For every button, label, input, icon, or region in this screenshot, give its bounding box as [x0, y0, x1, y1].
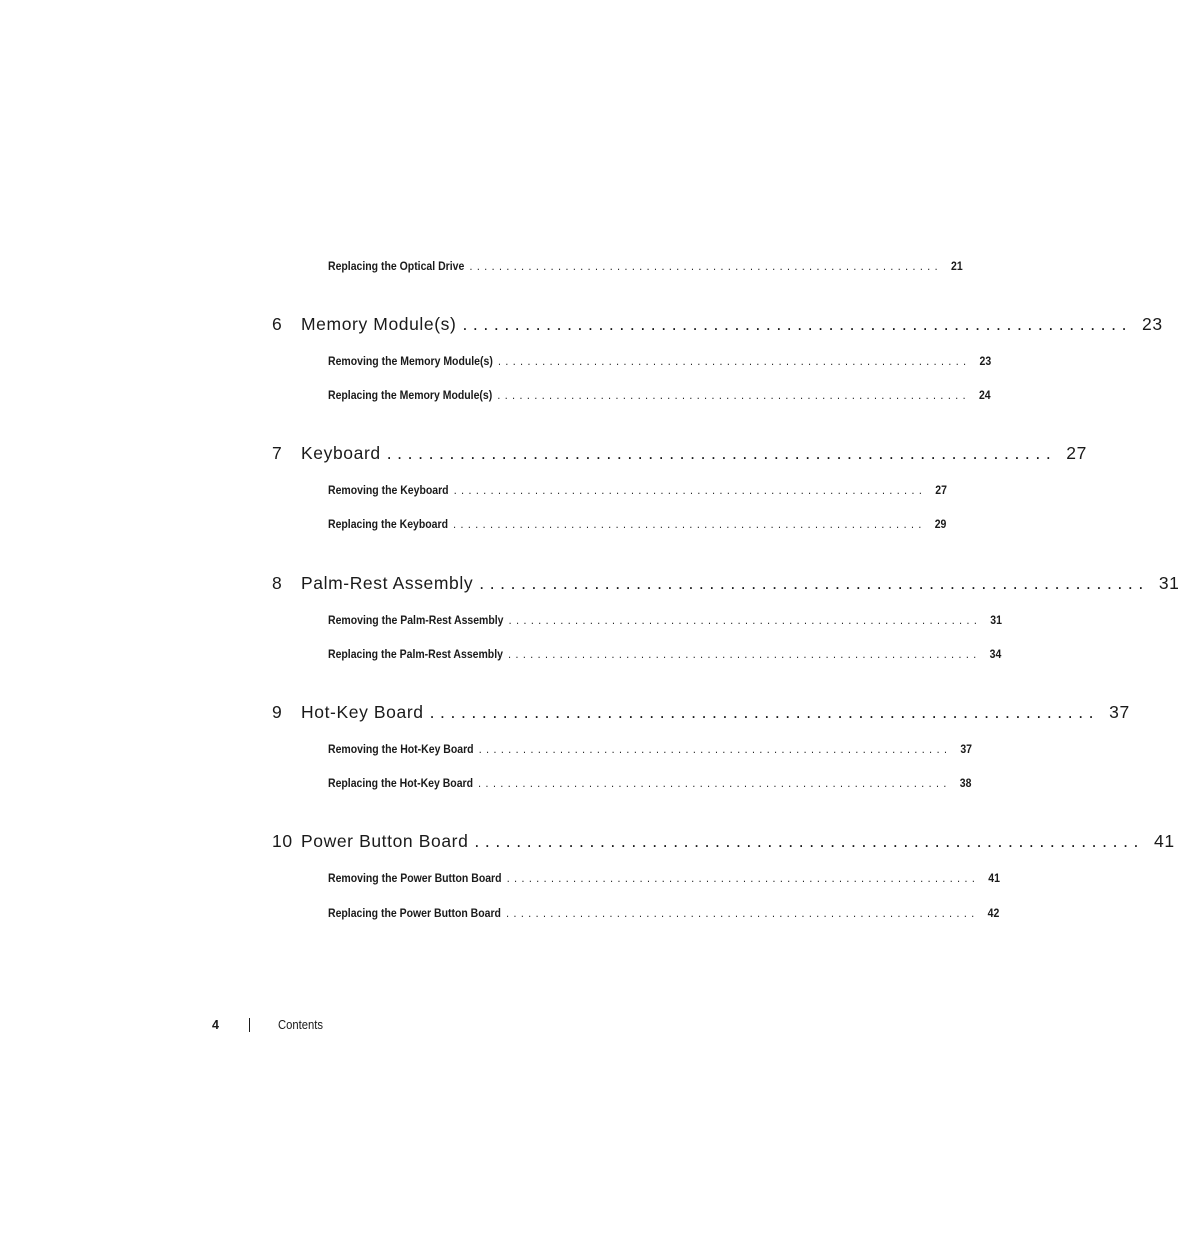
- chapter-page: 23: [1142, 314, 1163, 334]
- chapter-number: 6: [272, 314, 283, 334]
- dot-leader: ................................................................: [429, 702, 1100, 722]
- toc-chapter[interactable]: [272, 573, 1179, 594]
- chapter-title: Keyboard: [301, 443, 381, 463]
- dot-leader: ................................................................: [508, 647, 981, 661]
- dot-leader: ................................................................: [478, 776, 951, 790]
- toc-subsection[interactable]: [328, 742, 972, 756]
- toc-entry-page: 37: [960, 742, 972, 756]
- toc-entry-title: Replacing the Palm-Rest Assembly: [328, 647, 503, 661]
- toc-entry-page: 41: [988, 871, 1000, 885]
- chapter-page: 37: [1109, 702, 1130, 722]
- chapter-number: 7: [272, 443, 283, 463]
- toc-chapter[interactable]: [272, 443, 1087, 464]
- toc-subsection[interactable]: [328, 906, 1000, 920]
- page-footer: [212, 1016, 328, 1034]
- toc-entry-page: 38: [959, 776, 972, 790]
- toc-entry-title: Replacing the Hot-Key Board: [328, 776, 474, 790]
- toc-entry-page: 31: [990, 613, 1002, 627]
- dot-leader: ................................................................: [497, 354, 971, 368]
- dot-leader: ................................................................: [453, 483, 927, 497]
- toc-subsection[interactable]: [328, 354, 992, 368]
- dot-leader: ................................................................: [462, 314, 1133, 334]
- toc-subsection[interactable]: [328, 388, 991, 402]
- chapter-title: Hot-Key Board: [301, 702, 424, 722]
- toc-entry-title: Replacing the Optical Drive: [328, 259, 465, 273]
- chapter-number: 8: [272, 573, 283, 593]
- toc-entry-title: Removing the Palm-Rest Assembly: [328, 613, 504, 627]
- toc-entry-page: 29: [934, 517, 947, 531]
- chapter-page: 31: [1158, 573, 1179, 593]
- toc-entry-page: 23: [979, 354, 992, 368]
- toc-subsection[interactable]: [328, 871, 1000, 885]
- dot-leader: ................................................................: [497, 388, 970, 402]
- footer-divider: [249, 1018, 250, 1032]
- dot-leader: ................................................................: [453, 517, 926, 531]
- chapter-number: 10: [272, 831, 293, 851]
- toc-entry-page: 34: [989, 647, 1002, 661]
- chapter-number: 9: [272, 702, 283, 722]
- toc-entry-title: Replacing the Memory Module(s): [328, 388, 493, 402]
- chapter-page: 27: [1066, 443, 1087, 463]
- toc-subsection[interactable]: [328, 776, 972, 790]
- dot-leader: ................................................................: [508, 613, 982, 627]
- chapter-title: Power Button Board: [301, 831, 469, 851]
- toc-entry-title: Removing the Power Button Board: [328, 871, 502, 885]
- chapter-title: Memory Module(s): [301, 314, 457, 334]
- chapter-page: 41: [1154, 831, 1175, 851]
- toc-entry-title: Replacing the Power Button Board: [328, 906, 501, 920]
- dot-leader: ................................................................: [386, 443, 1057, 463]
- toc-subsection[interactable]: [328, 613, 1002, 627]
- toc-entry-page: 24: [978, 388, 991, 402]
- toc-entry-title: Removing the Hot-Key Board: [328, 742, 474, 756]
- toc-subsection[interactable]: [328, 483, 947, 497]
- dot-leader: ................................................................: [506, 906, 979, 920]
- toc-subsection[interactable]: [328, 517, 947, 531]
- toc-entry-page: 42: [987, 906, 1000, 920]
- toc-chapter[interactable]: [272, 831, 1175, 852]
- toc-entry-page: 21: [951, 259, 963, 273]
- dot-leader: ................................................................: [506, 871, 980, 885]
- dot-leader: ................................................................: [474, 831, 1144, 851]
- toc-entry-title: Removing the Keyboard: [328, 483, 449, 497]
- toc-entry-title: Replacing the Keyboard: [328, 517, 448, 531]
- toc-subsection[interactable]: [328, 647, 1002, 661]
- footer-section-label: Contents: [278, 1018, 324, 1032]
- toc-chapter[interactable]: [272, 702, 1130, 723]
- dot-leader: ................................................................: [469, 259, 943, 273]
- toc-entry-title: Removing the Memory Module(s): [328, 354, 493, 368]
- footer-page-number: 4: [212, 1018, 219, 1032]
- toc-chapter[interactable]: [272, 314, 1163, 335]
- dot-leader: ................................................................: [479, 573, 1149, 593]
- toc-entry-page: 27: [935, 483, 947, 497]
- dot-leader: ................................................................: [478, 742, 952, 756]
- toc-subsection[interactable]: [328, 259, 963, 273]
- chapter-title: Palm-Rest Assembly: [301, 573, 474, 593]
